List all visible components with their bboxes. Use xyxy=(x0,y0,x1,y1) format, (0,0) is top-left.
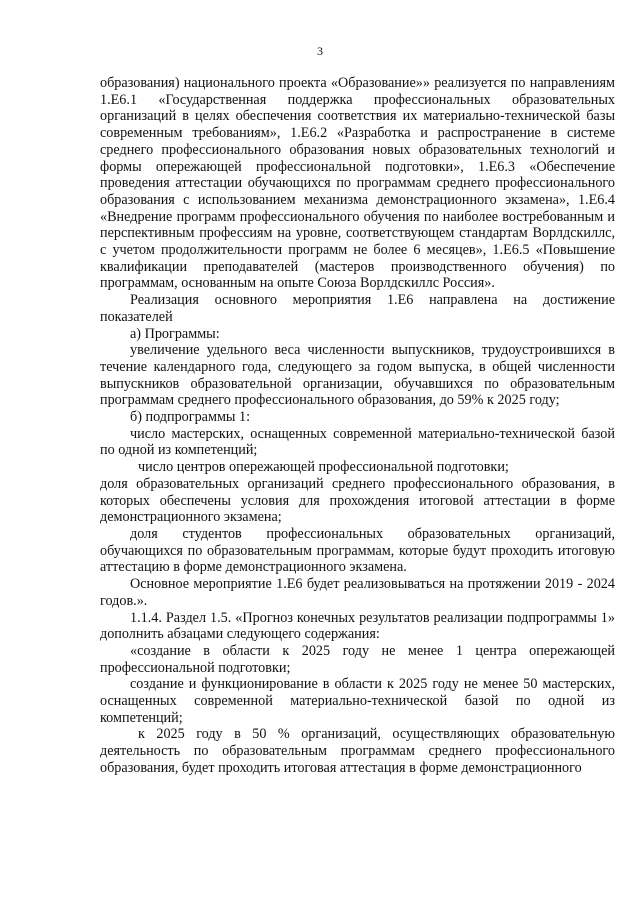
paragraph-programs-heading: а) Программы: xyxy=(130,325,220,342)
document-body xyxy=(100,75,615,777)
paragraph-center-creation: «создание в области к 2025 году не менее 1 центра опережающей профессиональной подготовки; xyxy=(100,642,615,676)
paragraph-subprogram-heading: б) подпрограммы 1: xyxy=(130,409,251,426)
paragraph-timeline: Основное мероприятие 1.Е6 будет реализовываться на протяжении 2019 - 2024 годов.». xyxy=(100,576,615,609)
paragraph-graduates-share: увеличение удельного веса численности выпускников, трудоустроившихся в течение календарного года, следующего за годом выпуска, в общей численности выпускников образовательной организации, обучавшихся по образовательным программам среднего профессионального образования, до 59% к 2025 году; xyxy=(100,342,615,409)
paragraph-attestation-share: к 2025 году в 50 % организаций, осуществляющих образовательную деятельность по образовательным программам среднего профессионального образования, будет проходить итоговая аттестация в форме демонстрационного xyxy=(100,726,615,776)
paragraph-students-share: доля студентов профессиональных образовательных организаций, обучающихся по образовательным программам, которые будут проходить итоговую аттестацию в форме демонстрационного экзамена. xyxy=(100,525,615,576)
paragraph-section-amendment: 1.1.4. Раздел 1.5. «Прогноз конечных результатов реализации подпрограммы 1» дополнить абзацами следующего содержания: xyxy=(100,609,615,643)
paragraph-workshops-creation: создание и функционирование в области к 2025 году не менее 50 мастерских, оснащенных современной материально-технической базой по одной из компетенций; xyxy=(100,676,615,726)
paragraph-directions: образования) национального проекта «Образование»» реализуется по направлениям 1.Е6.1 «Государственная поддержка профессиональных образовательных организаций в целях обеспечения соответствия их материально-технической базы современным требованиям», 1.Е6.2 «Разработка и распространение в системе среднего профессионального образования новых образовательных технологий и формы опережающей профессиональной подготовки», 1.Е6.3 «Обеспечение проведения аттестации обучающихся по программам среднего профессионального образования с использованием механизма демонстрационного экзамена», 1.Е6.4 «Внедрение программ профессионального обучения по наиболее востребованным и перспективным профессиям на уровне, соответствующем стандартам Ворлдскиллс, с учетом продолжительности программ не более 6 месяцев», 1.Е6.5 «Повышение квалификации преподавателей (мастеров производственного обучения) по программам, основанным на опыте Союза Ворлдскиллс Россия». xyxy=(100,75,615,292)
page-number: 3 xyxy=(317,44,323,58)
paragraph-implementation: Реализация основного мероприятия 1.Е6 направлена на достижение показателей xyxy=(100,292,615,325)
paragraph-centers-count: число центров опережающей профессиональной подготовки; xyxy=(138,459,509,476)
paragraph-workshops-count: число мастерских, оснащенных современной материально-технической базой по одной из компетенций; xyxy=(100,425,615,459)
paragraph-organizations-share: доля образовательных организаций среднего профессионального образования, в которых обеспечены условия для прохождения итоговой аттестации в форме демонстрационного экзамена; xyxy=(100,475,615,526)
